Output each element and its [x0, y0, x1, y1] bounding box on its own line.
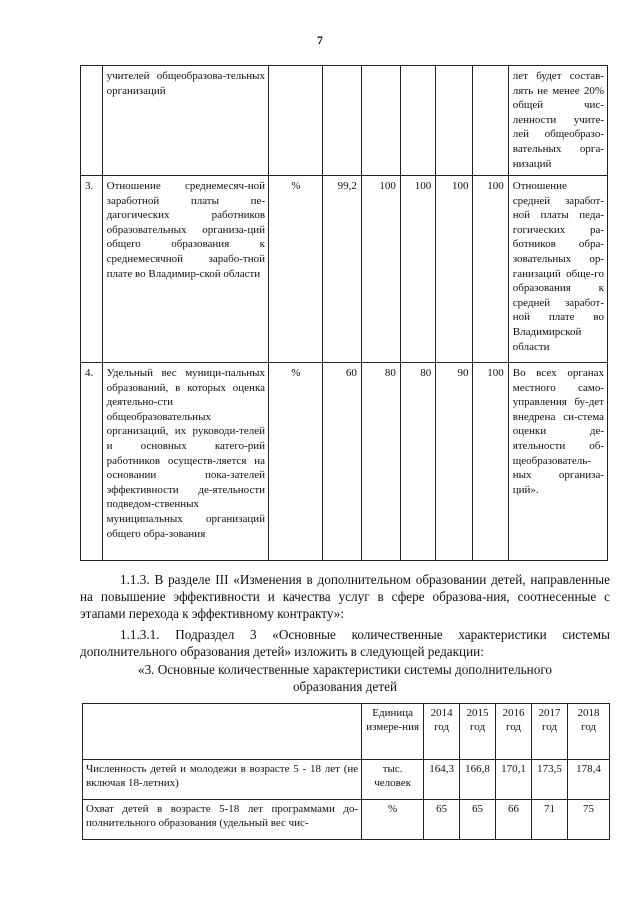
- table-row: [81, 363, 608, 561]
- value-2016: 80: [400, 363, 435, 561]
- value-2016: 170,1: [496, 760, 532, 800]
- indicator-unit: %: [269, 176, 323, 363]
- section-heading: «3. Основные количественные характеристики системы дополнительного образования детей: [137, 662, 552, 694]
- page-number: 7: [317, 33, 323, 47]
- paragraph-1-1-3: 1.1.3. В разделе III «Изменения в дополнительном образовании детей, направленные на повышение эффективности и качества услуг в сфере образова-ния, соотнесенные с этапами перехода к эффективному контракту»:: [80, 572, 610, 621]
- row-number: 4.: [81, 363, 103, 561]
- value-2015: 80: [361, 363, 400, 561]
- value-2018: [473, 66, 508, 176]
- value-2018: 100: [473, 363, 508, 561]
- header-2016: 2016 год: [496, 704, 532, 760]
- header-name-cell: [83, 704, 362, 760]
- table-header-row: [83, 704, 610, 760]
- value-2014: 99,2: [322, 176, 361, 363]
- indicator-name: Удельный вес муници-пальных образований, в которых оценка деятельно-сти общеобразовательных организаций, их руководи-телей и основных катего-рий работников осуществ-ляется на основании пока-зателей эффективности де-ятельности подведом-ственных муниципальных организаций общего обра-зования: [102, 363, 268, 561]
- value-2017: [436, 66, 473, 176]
- value-2016: 66: [496, 800, 532, 840]
- indicator-unit: %: [269, 363, 323, 561]
- value-2015: [361, 66, 400, 176]
- characteristic-name: Охват детей в возрасте 5-18 лет программами до-полнительного образования (удельный вес чис-: [83, 800, 362, 840]
- indicator-name: Отношение среднемесяч-ной заработной платы пе-дагогических работников образовательных организа-ций общего образования к среднемесячной зарабо-тной плате во Владимир-ской области: [102, 176, 268, 363]
- indicator-name: учителей общеобразова-тельных организаций: [102, 66, 268, 176]
- value-2014: 65: [424, 800, 460, 840]
- value-2014: 60: [322, 363, 361, 561]
- value-2017: 100: [436, 176, 473, 363]
- value-2018: 178,4: [567, 760, 609, 800]
- table-row: [83, 760, 610, 800]
- characteristic-unit: тыс. человек: [362, 760, 424, 800]
- value-2018: 100: [473, 176, 508, 363]
- indicator-note: лет будет состав-лять не менее 20% общей чис-ленности учите-лей общеобразо-вательных орга-низаций: [508, 66, 607, 176]
- value-2015: 65: [460, 800, 496, 840]
- paragraph-1-1-3-1: 1.1.3.1. Подраздел 3 «Основные количественные характеристики системы дополнительного образования детей» изложить в следующей редакции:: [80, 627, 610, 659]
- indicators-table: [80, 65, 608, 561]
- header-2015: 2015 год: [460, 704, 496, 760]
- value-2017: 71: [532, 800, 568, 840]
- value-2017: 173,5: [532, 760, 568, 800]
- indicator-note: Во всех органах местного само-управления бу-дет внедрена си-стема оценки де-ятельности об-щеобразователь-ных организа-ций».: [508, 363, 607, 561]
- value-2016: 100: [400, 176, 435, 363]
- table-row: [83, 800, 610, 840]
- value-2014: 164,3: [424, 760, 460, 800]
- row-number: [81, 66, 103, 176]
- row-number: 3.: [81, 176, 103, 363]
- header-unit: Единица измере-ния: [362, 704, 424, 760]
- characteristics-table: [82, 703, 610, 840]
- value-2015: 100: [361, 176, 400, 363]
- indicator-unit: [269, 66, 323, 176]
- header-2014: 2014 год: [424, 704, 460, 760]
- table-row: [81, 176, 608, 363]
- value-2018: 75: [567, 800, 609, 840]
- value-2017: 90: [436, 363, 473, 561]
- indicator-note: Отношение средней заработ-ной платы педа-гогических ра-ботников обра-зовательных ор-ганизаций обще-го образования к средней заработ-ной плате во Владимирской области: [508, 176, 607, 363]
- value-2016: [400, 66, 435, 176]
- header-2017: 2017 год: [532, 704, 568, 760]
- table-row: [81, 66, 608, 176]
- header-2018: 2018 год: [567, 704, 609, 760]
- value-2014: [322, 66, 361, 176]
- characteristic-name: Численность детей и молодежи в возрасте 5 - 18 лет (не включая 18-летних): [83, 760, 362, 800]
- characteristic-unit: %: [362, 800, 424, 840]
- value-2015: 166,8: [460, 760, 496, 800]
